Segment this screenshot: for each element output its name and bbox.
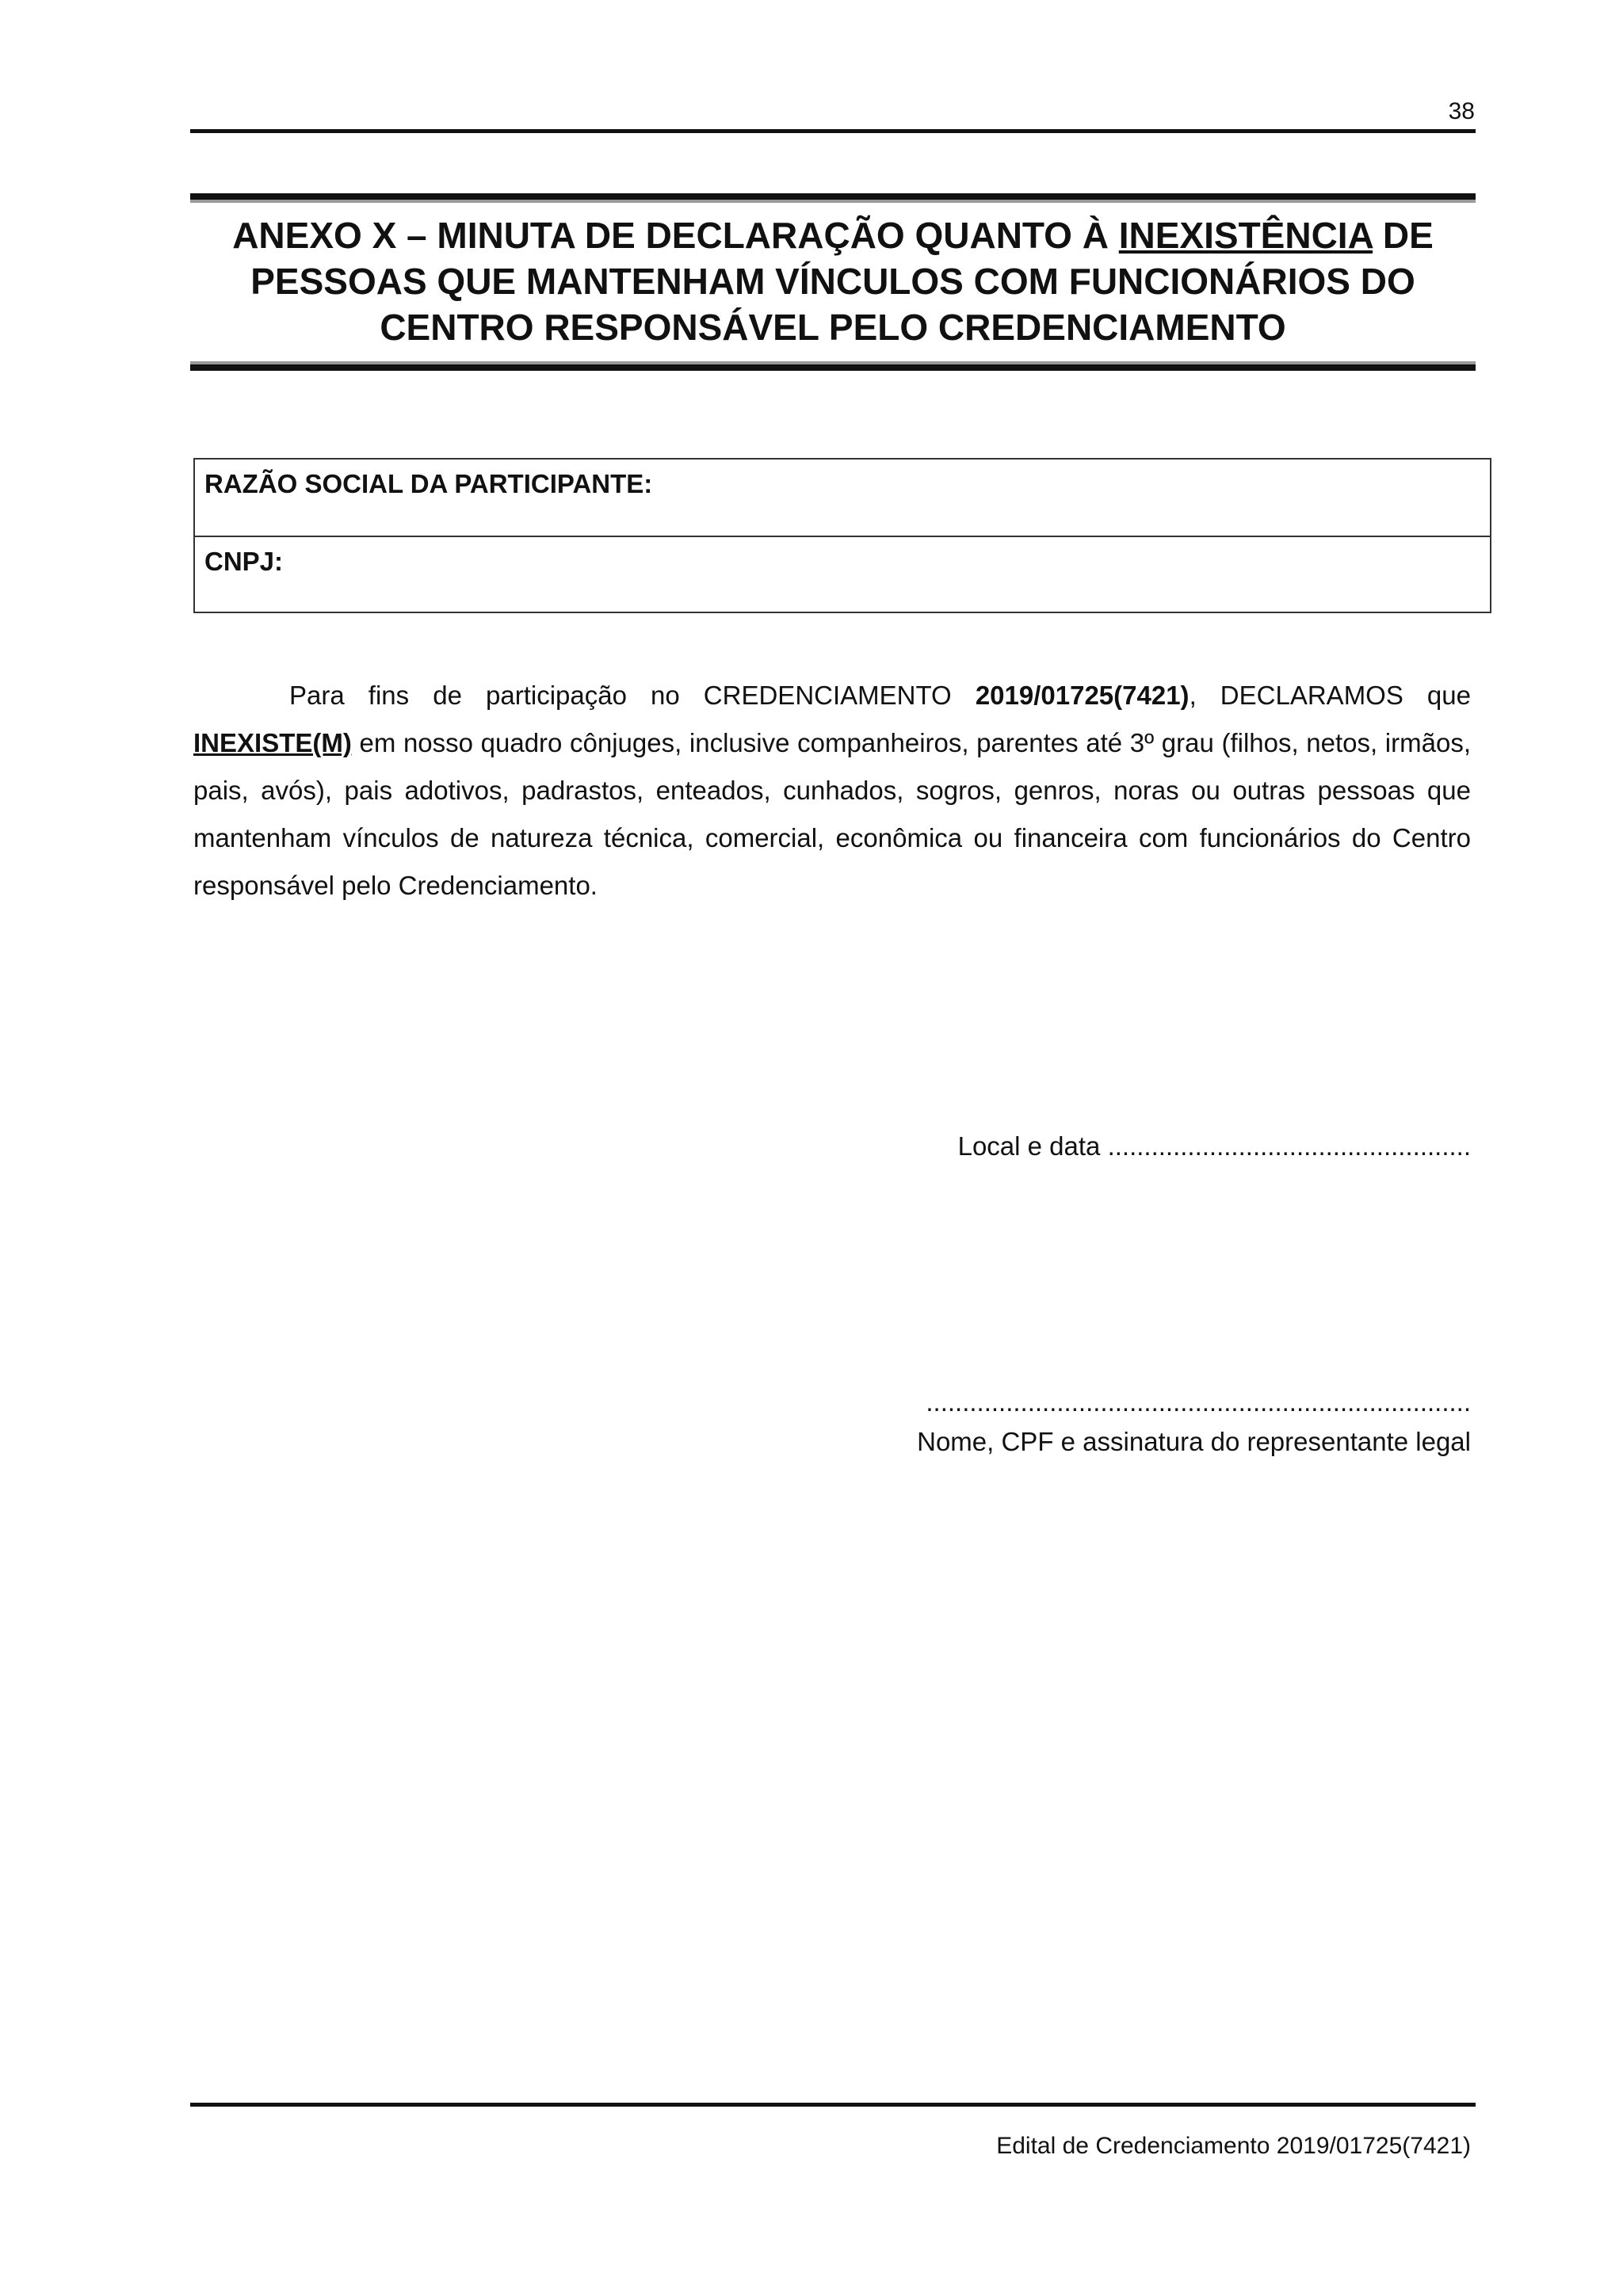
title-line-1-text: ANEXO X – MINUTA DE DECLARAÇÃO QUANTO À <box>232 215 1119 256</box>
declaration-text-part-3: em nosso quadro cônjuges, inclusive companheiros, parentes até 3º grau (filhos, netos, irmãos, pais, avós), pais adotivos, padrastos, enteados, cunhados, sogros, genros, noras ou outras pessoas que mantenham vínculos de natureza técnica, comercial, econômica ou financeira com funcionários do Centro responsável pelo Credenciamento. <box>193 728 1471 900</box>
title-line-3: CENTRO RESPONSÁVEL PELO CREDENCIAMENTO <box>380 307 1286 348</box>
footer-text: Edital de Credenciamento 2019/01725(7421) <box>996 2133 1471 2159</box>
process-number: 2019/01725(7421) <box>975 681 1190 710</box>
title-line-2: PESSOAS QUE MANTENHAM VÍNCULOS COM FUNCIONÁRIOS DO <box>250 261 1415 302</box>
declaration-paragraph <box>193 672 1471 910</box>
razao-social-field: RAZÃO SOCIAL DA PARTICIPANTE: <box>204 469 653 498</box>
signature-dotted-line: ........................................................................... <box>926 1387 1471 1417</box>
title-top-border <box>190 193 1476 203</box>
declaration-emphasis: INEXISTE(M) <box>193 728 352 757</box>
title-bottom-border <box>190 361 1476 371</box>
cnpj-field: CNPJ: <box>195 536 1490 612</box>
signature-caption: Nome, CPF e assinatura do representante legal <box>917 1427 1471 1456</box>
signature-block <box>917 1383 1471 1462</box>
title-line-1 <box>190 212 1476 258</box>
footer-rule <box>190 2103 1476 2107</box>
annex-title <box>190 203 1476 361</box>
page-number: 38 <box>1448 98 1475 124</box>
annex-title-block <box>190 193 1476 371</box>
declaration-text-part-1: Para fins de participação no CREDENCIAMENTO <box>289 681 976 710</box>
declaration-text-part-2: , DECLARAMOS que <box>1189 681 1471 710</box>
title-line-1-end: DE <box>1373 215 1434 256</box>
header-rule <box>190 129 1476 133</box>
local-and-date-line: Local e data .................................................. <box>957 1131 1471 1161</box>
participant-fields-table <box>193 458 1491 613</box>
title-underlined-word: INEXISTÊNCIA <box>1118 215 1373 256</box>
